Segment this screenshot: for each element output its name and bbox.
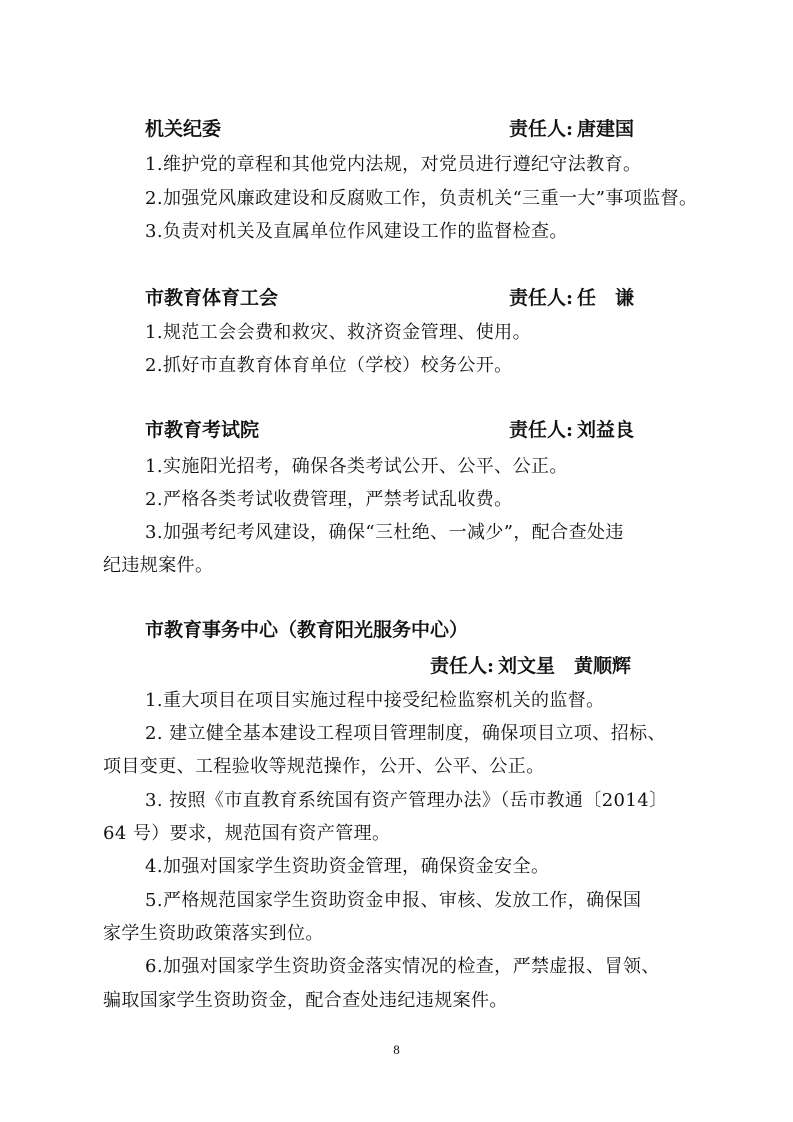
section-line: 3.加强考纪考风建设，确保“三杜绝、一减少”，配合查处违 [145, 522, 624, 543]
section-line: 1.规范工会会费和救灾、救济资金管理、使用。 [145, 322, 531, 343]
responsible-names: 唐建国 [577, 118, 635, 140]
section-line: 项目变更、工程验收等规范操作，公开、公平、公正。 [103, 756, 545, 777]
responsible-label: 责任人: [509, 287, 574, 309]
section-line: 1.重大项目在项目实施过程中接受纪检监察机关的监督。 [145, 690, 605, 711]
section-line: 3.负责对机关及直属单位作风建设工作的监督检查。 [145, 221, 568, 242]
section-line: 家学生资助政策落实到位。 [103, 923, 324, 944]
page-number: 8 [393, 1042, 400, 1057]
section-line: 2. 建立健全基本建设工程项目管理制度，确保项目立项、招标、 [145, 723, 666, 744]
section-title-gonghui: 市教育体育工会 [145, 287, 279, 309]
responsible-names: 刘文星 黄顺辉 [498, 655, 632, 677]
responsible-person-kaoshiyuan [509, 415, 634, 442]
responsible-label: 责任人: [509, 419, 574, 441]
responsible-label: 责任人: [430, 655, 495, 677]
responsible-label: 责任人: [509, 118, 574, 140]
section-line: 5.严格规范国家学生资助资金申报、审核、发放工作，确保国 [145, 890, 642, 911]
section-line: 2.加强党风廉政建设和反腐败工作，负责机关“三重一大”事项监督。 [145, 188, 698, 209]
responsible-names: 任 谦 [577, 287, 635, 309]
section-line: 纪违规案件。 [103, 555, 214, 576]
section-line: 1.维护党的章程和其他党内法规，对党员进行遵纪守法教育。 [145, 154, 642, 175]
section-line: 64 号）要求，规范国有资产管理。 [103, 823, 391, 844]
section-title-shiwu-zhongxin: 市教育事务中心（教育阳光服务中心） [145, 619, 469, 641]
section-line: 4.加强对国家学生资助资金管理，确保资金安全。 [145, 856, 550, 877]
responsible-person-jiwei [509, 114, 634, 141]
section-title-jiwei: 机关纪委 [145, 118, 222, 140]
section-title-kaoshiyuan: 市教育考试院 [145, 419, 260, 441]
section-line: 6.加强对国家学生资助资金落实情况的检查，严禁虚报、冒领、 [145, 956, 660, 977]
responsible-names: 刘益良 [577, 419, 635, 441]
section-line: 2.抓好市直教育体育单位（学校）校务公开。 [145, 355, 513, 376]
section-line: 2.严格各类考试收费管理，严禁考试乱收费。 [145, 489, 513, 510]
responsible-person-shiwu-zhongxin [430, 651, 631, 678]
section-line: 骗取国家学生资助资金，配合查处违纪违规案件。 [103, 990, 508, 1011]
section-line: 3. 按照《市直教育系统国有资产管理办法》（岳市教通〔2014〕 [145, 790, 668, 811]
section-line: 1.实施阳光招考，确保各类考试公开、公平、公正。 [145, 456, 568, 477]
responsible-person-gonghui [509, 283, 634, 310]
